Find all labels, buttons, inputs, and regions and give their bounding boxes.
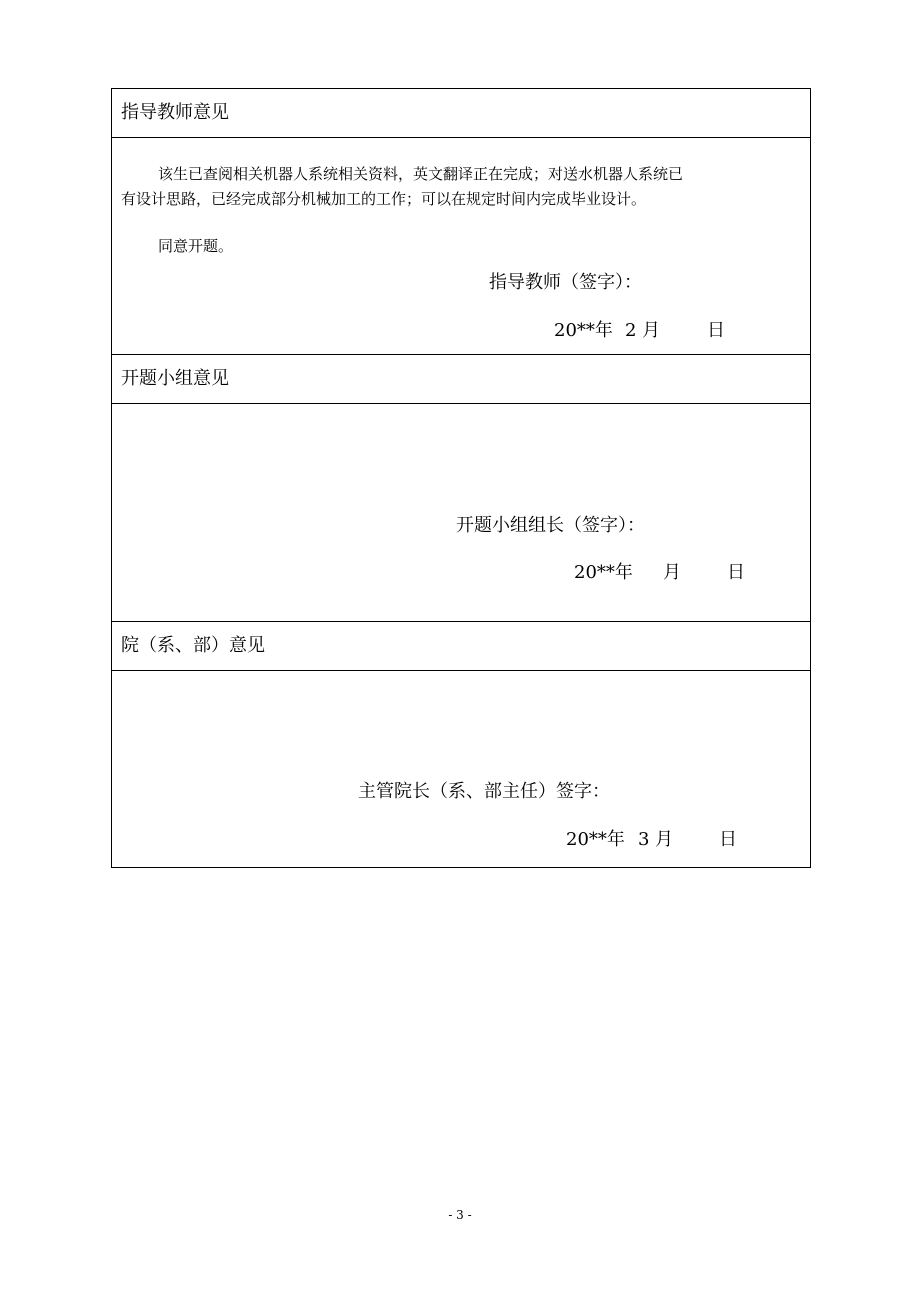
advisor-date-year: 20**年 — [554, 320, 613, 341]
group-date-day: 日 — [727, 562, 745, 583]
dept-signature-label: 主管院长（系、部主任）签字： — [358, 781, 610, 802]
advisor-opinion-header — [112, 89, 810, 138]
advisor-comment-line-3: 同意开题。 — [158, 237, 234, 255]
dept-date-day: 日 — [719, 829, 737, 850]
opinion-form-table — [111, 88, 811, 868]
dept-opinion-body — [112, 671, 810, 867]
advisor-opinion-body — [112, 138, 810, 355]
advisor-opinion-heading: 指导教师意见 — [121, 102, 229, 123]
dept-date-month: 3 月 — [638, 829, 674, 850]
dept-date-year: 20**年 — [566, 829, 625, 850]
dept-opinion-heading: 院（系、部）意见 — [121, 635, 265, 656]
group-opinion-header — [112, 355, 810, 404]
dept-opinion-header — [112, 622, 810, 671]
group-date-year: 20**年 — [574, 562, 633, 583]
advisor-date-month: 2 月 — [625, 320, 661, 341]
group-date-month: 月 — [663, 562, 681, 583]
advisor-signature-label: 指导教师（签字）： — [489, 272, 642, 293]
advisor-comment-line-2: 有设计思路，已经完成部分机械加工的工作；可以在规定时间内完成毕业设计。 — [121, 190, 647, 208]
advisor-date-day: 日 — [707, 320, 725, 341]
advisor-comment-line-1: 该生已查阅相关机器人系统相关资料，英文翻译正在完成；对送水机器人系统已 — [158, 165, 684, 183]
page-number: - 3 - — [448, 1208, 472, 1222]
group-signature-label: 开题小组组长（签字）： — [456, 515, 645, 536]
group-opinion-body — [112, 404, 810, 622]
group-opinion-heading: 开题小组意见 — [121, 368, 229, 389]
